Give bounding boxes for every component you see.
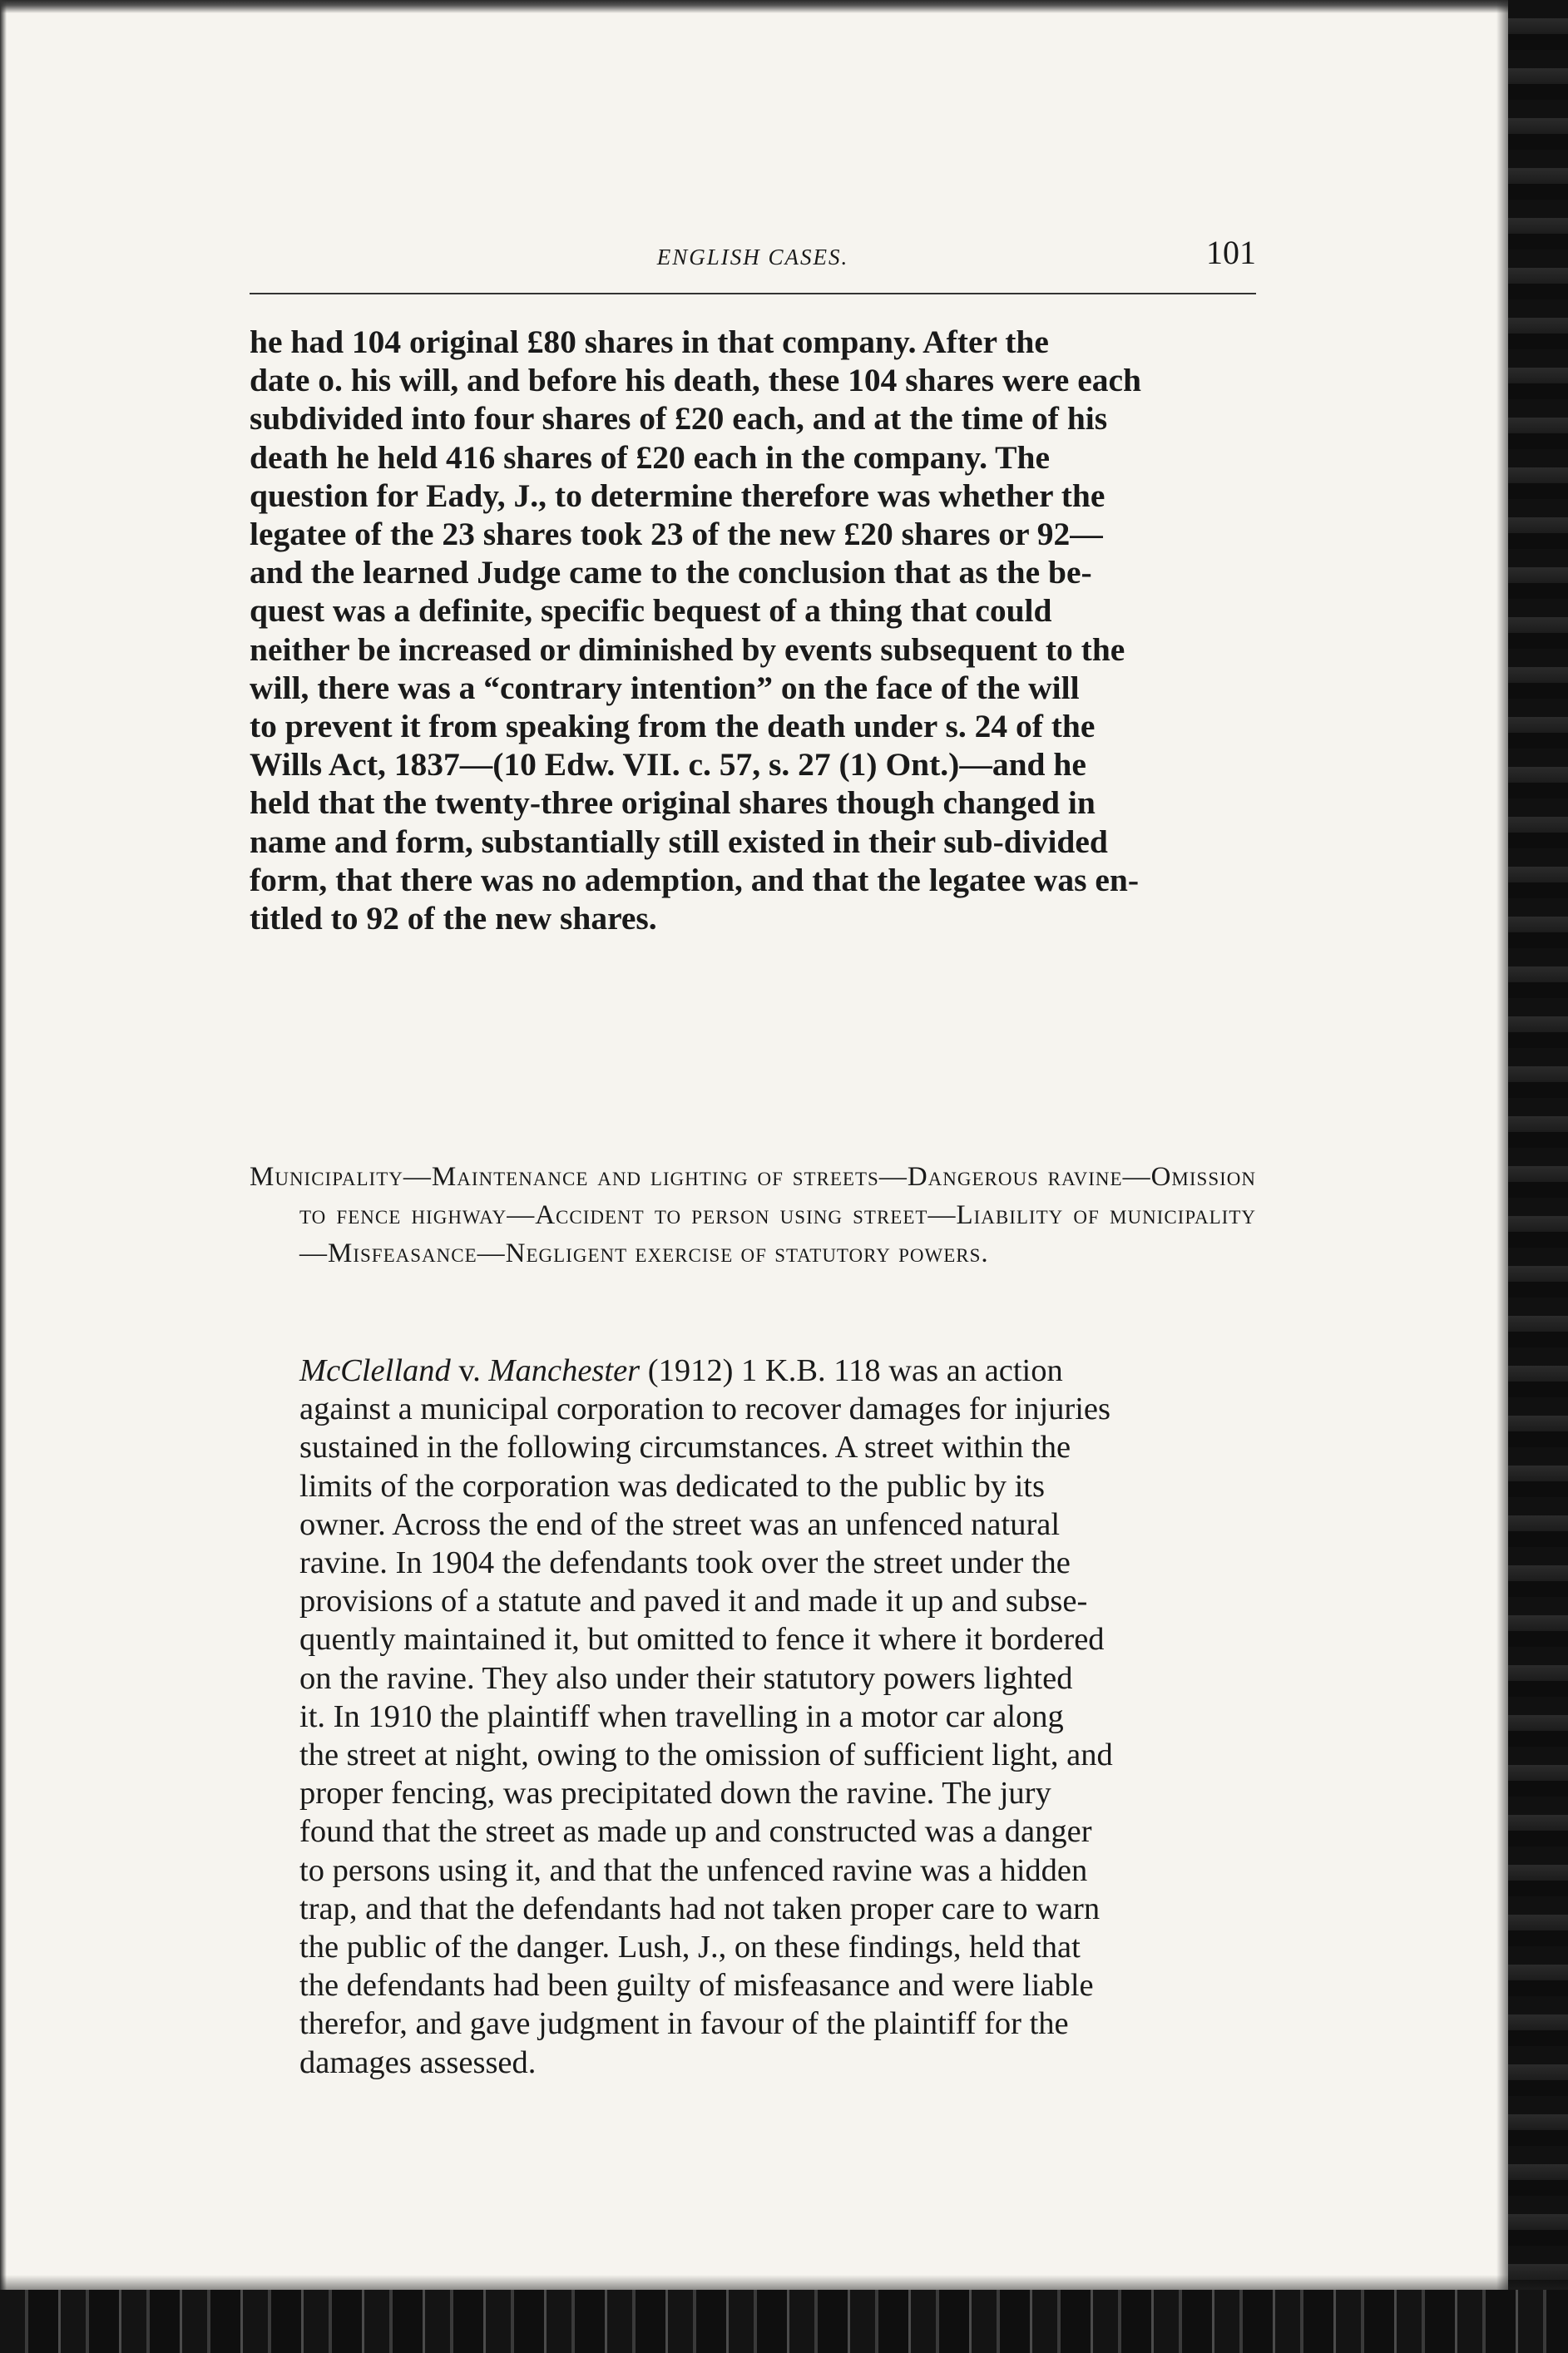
case-summary xyxy=(250,1352,1256,2082)
text-line: to persons using it, and that the unfenced ravine was a hidden xyxy=(299,1852,1088,1888)
text-line: will, there was a “contrary intention” on the face of the will xyxy=(250,669,1080,706)
case-citation: (1912) 1 K.B. 118 was an action xyxy=(640,1353,1063,1388)
case-text xyxy=(250,1352,1256,2082)
scan-edge-bottom xyxy=(0,2290,1568,2353)
text-line: against a municipal corporation to recover damages for injuries xyxy=(299,1392,1110,1427)
text-line: date o. his will, and before his death, these 104 shares were each xyxy=(250,362,1141,399)
text-line: quently maintained it, but omitted to fence it where it bordered xyxy=(299,1622,1105,1658)
text-line: name and form, substantially still existed in their sub-divided xyxy=(250,823,1108,860)
scan-edge-right xyxy=(1508,0,1568,2353)
text-line: therefor, and gave judgment in favour of the plaintiff for the xyxy=(299,2006,1069,2042)
text-line: he had 104 original £80 shares in that company. After the xyxy=(250,324,1049,360)
text-line: Wills Act, 1837—(10 Edw. VII. c. 57, s. 27 (1) Ont.)—and he xyxy=(250,746,1086,784)
text-line: ravine. In 1904 the defendants took over the street under the xyxy=(299,1545,1071,1581)
text-line: owner. Across the end of the street was an unfenced natural xyxy=(299,1506,1061,1542)
continuation-paragraph xyxy=(250,323,1256,937)
book-page xyxy=(250,233,1256,2080)
scan-edge-left xyxy=(0,0,7,2353)
text-line: held that the twenty-three original shares though changed in xyxy=(250,784,1096,822)
text-line: the defendants had been guilty of misfeasance and were liable xyxy=(299,1968,1094,2004)
text-line: and the learned Judge came to the conclusion that as the be- xyxy=(250,554,1092,591)
text-line: trap, and that the defendants had not taken proper care to warn xyxy=(299,1891,1101,1926)
text-line: the public of the danger. Lush, J., on these findings, held that xyxy=(299,1930,1081,1965)
text-line: found that the street as made up and constructed was a danger xyxy=(299,1814,1092,1850)
text-line: question for Eady, J., to determine therefore was whether the xyxy=(250,477,1106,514)
text-line: legatee of the 23 shares took 23 of the new £20 shares or 92— xyxy=(250,516,1103,553)
text-line: provisions of a statute and paved it and made it up and subse- xyxy=(299,1584,1088,1619)
text-line: it. In 1910 the plaintiff when travelling in a motor car along xyxy=(299,1698,1064,1734)
header-rule xyxy=(250,293,1256,294)
text-line: quest was a definite, specific bequest of a thing that could xyxy=(250,592,1052,630)
case-first-line xyxy=(250,1352,1256,1390)
text-line: sustained in the following circumstances. A street within the xyxy=(299,1430,1071,1466)
case-name-defendant: Manchester xyxy=(488,1353,641,1388)
text-line: titled to 92 of the new shares. xyxy=(250,900,657,937)
text-line: on the ravine. They also under their statutory powers lighted xyxy=(299,1660,1073,1696)
text-line: subdivided into four shares of £20 each, and at the time of his xyxy=(250,400,1108,437)
scan-edge-right-shadow xyxy=(1496,0,1508,2353)
text-line: proper fencing, was precipitated down the ravine. The jury xyxy=(299,1776,1051,1812)
case-headnote: Municipality—Maintenance and lighting of streets—Dangerous ravine—Omission to fence highway—Accident to person using street—Liability of municipality—Misfeasance—Negligent exercise of statutory powers. xyxy=(250,1162,1256,1268)
text-line: the street at night, owing to the omission of sufficient light, and xyxy=(299,1738,1113,1773)
text-line: death he held 416 shares of £20 each in the company. The xyxy=(250,438,1050,476)
case-versus: v. xyxy=(450,1353,489,1388)
text-line: limits of the corporation was dedicated to the public by its xyxy=(299,1468,1045,1504)
scan-edge-top xyxy=(0,0,1568,13)
text-line: to prevent it from speaking from the death under s. 24 of the xyxy=(250,708,1096,745)
scan-edge-bottom-shadow xyxy=(0,2275,1568,2290)
text-line: damages assessed. xyxy=(299,2044,537,2080)
text-line: neither be increased or diminished by events subsequent to the xyxy=(250,630,1125,668)
running-title: ENGLISH CASES. xyxy=(656,245,849,269)
continuation-text xyxy=(250,323,1256,937)
text-line: form, that there was no ademption, and that the legatee was en- xyxy=(250,861,1139,898)
page-number: 101 xyxy=(1206,234,1256,271)
case-name-plaintiff: McClelland xyxy=(299,1353,451,1388)
running-head xyxy=(250,233,1256,283)
